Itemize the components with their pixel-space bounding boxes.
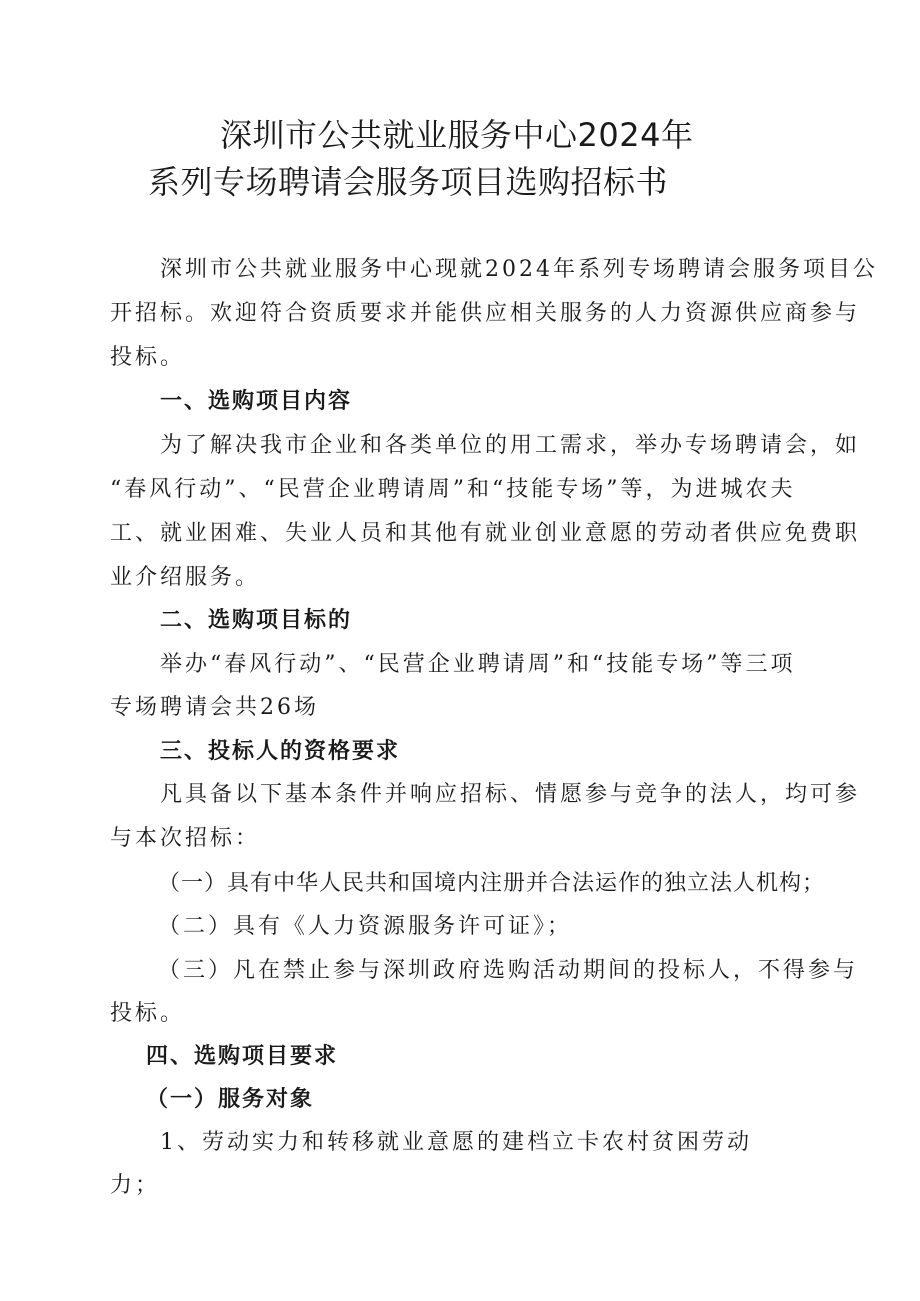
section-3-item-3-cont: 投标。 [110,1001,186,1026]
document-title-line-1: 深圳市公共就业服务中心2024年 [220,116,694,154]
section-1-heading: 一、选购项目内容 [160,389,353,414]
intro-line-1: 深圳市公共就业服务中心现就2024年系列专场聘请会服务项目公 [160,257,878,282]
document-title-line-2: 系列专场聘请会服务项目选购招标书 [148,163,669,201]
intro-line-3: 投标。 [110,345,186,370]
section-1-line-1: 为了解决我市企业和各类单位的用工需求，举办专场聘请会，如 [160,433,861,458]
section-1-line-3: 工、就业困难、失业人员和其他有就业创业意愿的劳动者供应免费职 [110,521,861,546]
section-3-item-2: （二）具有《人力资源服务许可证》； [158,914,573,939]
section-1-line-4: 业介绍服务。 [110,565,261,590]
intro-line-2: 开招标。欢迎符合资质要求并能供应相关服务的人力资源供应商参与 [110,301,861,326]
section-2-line-1: 举办“春风行动”、“民营企业聘请周”和“技能专场”等三项 [160,652,796,677]
section-4-line-1: 1、劳动实力和转移就业意愿的建档立卡农村贫困劳动 [160,1130,752,1155]
section-3-line-1: 凡具备以下基本条件并响应招标、情愿参与竞争的法人，均可参 [160,782,861,807]
section-3-item-3: （三）凡在禁止参与深圳政府选购活动期间的投标人，不得参与 [158,958,859,983]
section-3-item-1: （一）具有中华人民共和国境内注册并合法运作的独立法人机构； [158,871,826,896]
section-1-line-2: “春风行动”、“民营企业聘请周”和“技能专场”等，为进城农夫 [110,477,796,502]
section-4-subheading: （一）服务对象 [146,1087,315,1112]
section-4-heading: 四、选购项目要求 [146,1044,339,1069]
section-4-line-2: 力； [110,1173,161,1198]
section-3-heading: 三、投标人的资格要求 [160,739,401,764]
section-2-heading: 二、选购项目标的 [160,608,353,633]
section-3-line-2: 与本次招标： [110,826,261,851]
section-2-line-2: 专场聘请会共26场 [110,695,319,720]
